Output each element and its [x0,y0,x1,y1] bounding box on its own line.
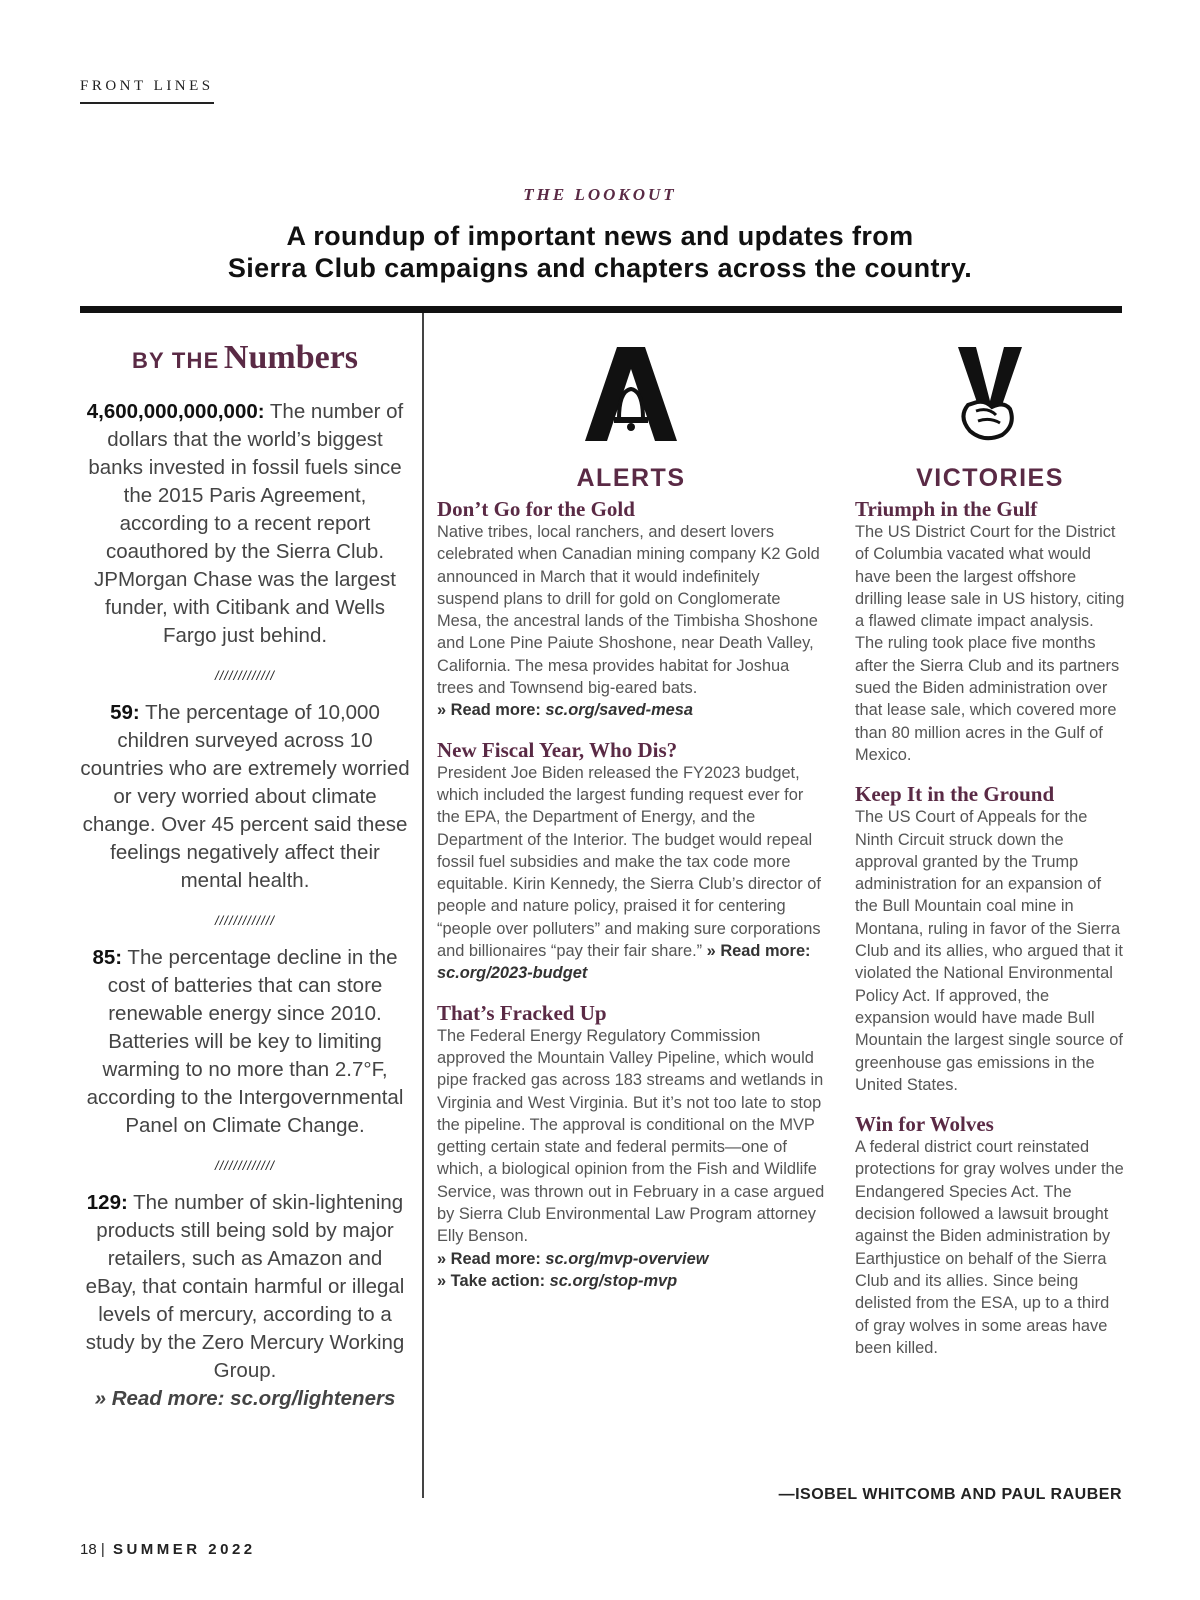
fact-text: The number of dollars that the world’s biggest banks invested in fossil fuels since the 2015 Paris Agreement, according to a recent report coauthored by the Sierra Club. JPMorgan Chase was the largest funder, with Citibank and Wells Fargo just behind. [88,400,404,647]
issue-season: SUMMER 2022 [112,1541,256,1558]
victories-column [855,345,1125,1375]
victory-title: Win for Wolves [855,1112,994,1137]
read-more-link[interactable]: » Read more: sc.org/lighteners [94,1387,396,1410]
fact-text: The percentage of 10,000 children surveyed across 10 countries who are extremely worried or very worried about climate change. Over 45 percent said these feelings negatively affect their mental health. [80,701,410,892]
fact-figure: 4,600,000,000,000: [86,400,265,423]
alerts-heading: ALERTS [576,464,686,492]
fact-item [80,699,410,895]
link-label: » Read more: [437,701,546,720]
victory-body: The US Court of Appeals for the Ninth Circuit struck down the approval granted by the Trump administration for an expansion of the Bull Mountain coal mine in Montana, ruling in favor of the Sierra Club and its allies, who argued that it violated the National Environmental Policy Act. If approved, the expansion would have made Bull Mountain the largest single source of greenhouse gas emissions in the United States. [855,808,1123,1094]
victory-item [855,497,1125,766]
alert-bell-icon [583,345,679,445]
alert-item [437,1001,825,1293]
page-headline [0,220,1200,284]
alert-body [437,1025,825,1293]
link-url: sc.org/mvp-overview [545,1249,709,1268]
alert-item [437,497,825,722]
section-tag: FRONT LINES [80,78,214,104]
link-label: » Read more: [706,942,811,961]
fact-separator: ///////////// [215,668,275,683]
victory-body: A federal district court reinstated protections for gray wolves under the Endangered Species Act. The decision followed a lawsuit brought against the Biden administration by Earthjustice on behalf of the Sierra Club and its allies. Since being delisted from the ESA, up to a third of gray wolves in some areas have been killed. [855,1138,1124,1357]
column-divider [422,313,424,1498]
alerts-column [437,345,825,1308]
fact-text: The number of skin-lightening products still being sold by major retailers, such as Amazon and eBay, that contain harmful or illegal levels of mercury, according to a study by the Zero Mercury Working Group. [85,1191,405,1382]
read-more-link[interactable] [437,701,693,719]
page-folio [80,1541,256,1558]
fact-item [80,1189,410,1413]
alert-title: Don’t Go for the Gold [437,497,635,521]
link-label: » Read more: [437,1249,546,1268]
kicker: THE LOOKOUT [523,185,677,204]
numbers-title [80,336,410,386]
alert-title: That’s Fracked Up [437,1000,607,1025]
alert-item [437,738,825,985]
alert-text: The Federal Energy Regulatory Commission approved the Mountain Valley Pipeline, which would pipe fracked gas across 183 streams and wetlands in Virginia and West Virginia. But it’s not too late to stop the pipeline. The approval is conditional on the MVP getting certain state and federal permits—one of which, a biological opinion from the Fish and Wildlife Service, was thrown out in February in a case argued by Sierra Club Environmental Law Program attorney Elly Benson. [437,1026,825,1246]
page-number: 18 [80,1541,97,1558]
alert-body [437,762,825,985]
author-credit: —ISOBEL WHITCOMB AND PAUL RAUBER [778,1486,1122,1503]
peace-hand-icon [942,345,1038,445]
alert-title: New Fiscal Year, Who Dis? [437,737,678,762]
link-label: » Take action: [437,1271,550,1290]
numbers-title-big: Numbers [223,339,359,376]
fact-figure: 129: [86,1191,128,1214]
link-url: sc.org/stop-mvp [549,1271,678,1290]
fact-text: The percentage decline in the cost of batteries that can store renewable energy since 2010. Batteries will be key to limiting warming to no more than 2.7°F, according to the Intergovernmental Panel on Climate Change. [86,946,404,1137]
victory-title: Keep It in the Ground [855,782,1055,807]
victory-item [855,1112,1125,1359]
fact-figure: 85: [92,946,123,969]
headline-line-1: A roundup of important news and updates from [286,221,914,251]
victory-body: The US District Court for the District of Columbia vacated what would have been the largest offshore drilling lease sale in US history, citing a flawed climate impact analysis. The ruling took place five months after the Sierra Club and its partners sued the Biden administration over that lease sale, which covered more than 80 million acres in the Gulf of Mexico. [855,523,1125,764]
victory-title: Triumph in the Gulf [855,497,1038,521]
fact-figure: 59: [110,701,140,724]
headline-line-2: Sierra Club campaigns and chapters across the country. [227,253,973,283]
link-url: sc.org/2023-budget [437,964,588,983]
link-url: sc.org/saved-mesa [545,701,694,720]
read-more-link[interactable] [437,1250,708,1268]
alert-text: Native tribes, local ranchers, and desert lovers celebrated when Canadian mining company K2 Gold announced in March that it would indefinitely suspend plans to drill for gold on Conglomerate Mesa, the ancestral lands of the Timbisha Shoshone and Lone Pine Paiute Shoshone, near Death Valley, California. The mesa provides habitat for Joshua trees and Townsend big-eared bats. [437,523,820,698]
victories-heading: VICTORIES [916,464,1064,492]
fact-item [80,398,410,650]
victory-item [855,782,1125,1096]
fact-separator: ///////////// [215,913,275,928]
header-rule [80,306,1122,313]
alert-text: President Joe Biden released the FY2023 budget, which included the largest funding request ever for the EPA, the Department of Energy, and the Department of the Interior. The budget would repeal fossil fuel subsidies and make the tax code more equitable. Kirin Kennedy, the Sierra Club’s director of people and nature policy, praised it for centering “people over polluters” and making sure corporations and billionaires “pay their fair share.” [437,763,821,961]
folio-divider: | [100,1541,105,1558]
alert-body [437,521,825,722]
fact-item [80,944,410,1140]
numbers-title-small: BY THE [131,348,220,373]
take-action-link[interactable] [437,1272,677,1290]
fact-separator: ///////////// [215,1158,275,1173]
by-the-numbers [80,330,410,1413]
